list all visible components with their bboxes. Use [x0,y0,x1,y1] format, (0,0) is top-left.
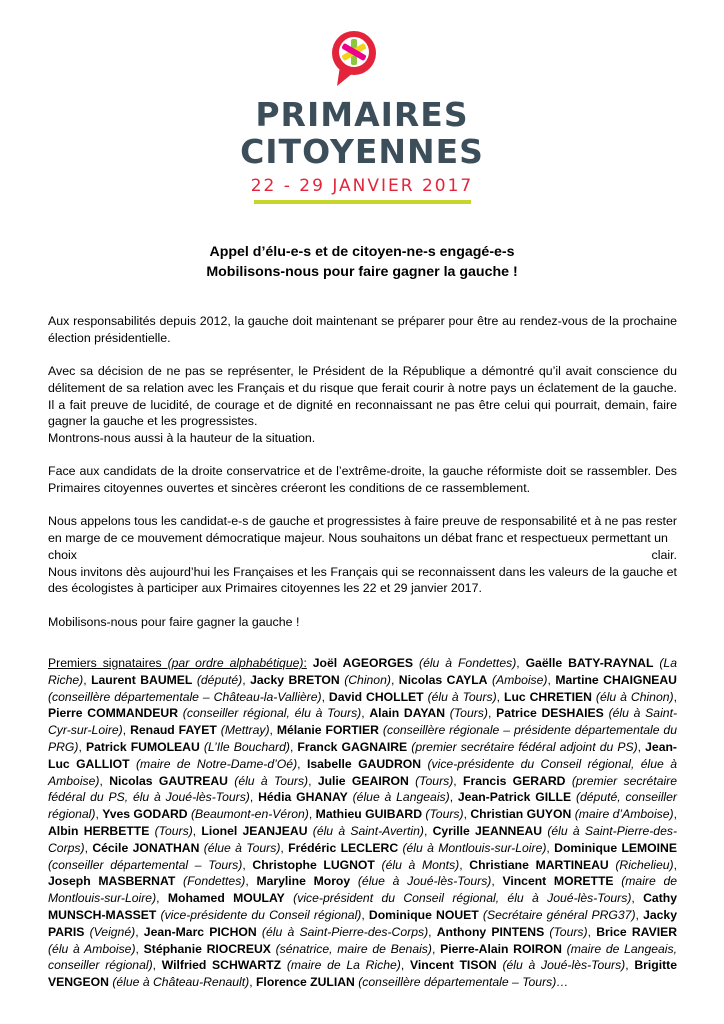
paragraph-1: Aux responsabilités depuis 2012, la gauche doit maintenant se préparer pour être au rendez-vous de la prochaine élection présidentielle. [48,314,677,345]
signatory-note: (sénatrice, maire de Benais) [275,941,432,956]
signatory-name: Luc CHRETIEN [504,689,592,704]
signatory-name: Jean-Luc GALLIOT [48,739,677,771]
signatory-item [250,673,391,687]
signatory-item [318,774,453,788]
signatory-item [399,673,548,687]
signatory-name: Vincent MORETTE [502,874,614,889]
signatory-note: (Secrétaire général PRG37) [482,907,636,922]
signatory-note: (élu à Fondettes) [419,656,517,670]
signatory-name: Frédéric LECLERC [288,840,399,855]
signatory-name: Gaëlle BATY-RAYNAL [525,656,654,670]
signatory-name: Martine CHAIGNEAU [555,672,677,687]
paragraph-5: Nous invitons dès aujourd’hui les Françaises et les Français qui se reconnaissent dans les valeurs de la gauche et des écologistes à participer aux Primaires citoyennes les 22 et 29 janvier 2017. [48,564,677,596]
signatory-note: (maire d’Amboise) [574,807,674,822]
logo-underline-bar [254,200,471,204]
signatory-item [470,807,673,821]
signatory-note: (conseillère départementale – Tours)… [358,975,569,990]
signatory-name: Pierre COMMANDEUR [48,706,179,721]
paragraph-4-last-line [48,547,677,564]
word-choix: choix [48,547,77,562]
signatory-note: (Beaumont-en-Véron) [191,807,309,822]
signatory-name: Vincent TISON [409,958,497,973]
signatory-name: Anthony PINTENS [436,924,545,939]
signatory-item [252,858,459,872]
signatory-item [144,942,432,956]
signatory-note: (Tours) [549,924,588,939]
signatory-item [102,807,309,821]
signatory-name: Wilfried SCHWARTZ [161,958,282,973]
paragraph-6: Mobilisons-nous pour faire gagner la gauche ! [48,614,300,629]
signatory-note: (élu à Tours) [234,773,309,788]
signatory-note: (élu à Saint-Pierre-des-Corps) [48,823,677,855]
signatory-note: (vice-présidente du Conseil régional) [160,907,362,922]
signatory-note: (vice-président du Conseil régional, élu à Joué-lès-Tours) [293,891,632,906]
signatory-name: Lionel JEANJEAU [201,823,308,838]
signatory-note: (Fondettes) [183,874,246,889]
signatory-name: Albin HERBETTE [48,823,150,838]
signatory-name: Mohamed MOULAY [167,891,285,906]
signatory-name: Julie GEAIRON [317,773,409,788]
signatory-note: (élu à Montlouis-sur-Loire) [402,840,547,855]
headline-line-2: Mobilisons-nous pour faire gagner la gauche ! [206,264,518,280]
signatory-item [437,925,588,939]
signatory-name: Hédia GHANAY [258,790,348,805]
signatory-name: Dominique NOUET [368,907,479,922]
signatory-note: (élu à Saint-Avertin) [312,823,424,838]
signatory-name: Christiane MARTINEAU [469,857,609,872]
signatory-name: Florence ZULIAN [255,975,355,990]
signatory-name: Nicolas GAUTREAU [109,773,228,788]
signatory-item [91,673,242,687]
signatory-name: Jean-Marc PICHON [143,924,257,939]
signatory-note: (conseillère départementale – Château-la-Vallière) [48,689,322,704]
signatory-name: Joël AGEORGES [312,656,414,670]
signatory-name: Brice RAVIER [596,924,678,939]
logo-title-primaires: PRIMAIRES [255,95,469,134]
signatory-item [130,723,269,737]
signatory-name: Isabelle GAUDRON [306,756,422,771]
signatory-name: Jacky BRETON [250,672,340,687]
signatory-note: (Tours) [154,823,193,838]
signatory-item [144,925,428,939]
signatory-note: (élu à Monts) [381,857,460,872]
signatory-item [313,656,516,670]
signatory-note: (député, conseiller régional) [48,790,677,822]
signatory-note: (Mettray) [220,723,270,738]
signatory-name: Christian GUYON [470,807,572,822]
paragraph-4: Nous appelons tous les candidat-e-s de gauche et progressistes à faire preuve de responsabilité et à ne pas rester en marge de ce mouvement démocratique majeur. Nous souhaitons un débat franc et respectueux permettant un [48,514,677,546]
signatory-note: (élu à Saint-Pierre-des-Corps) [261,924,429,939]
signatory-note: (Tours) [415,773,454,788]
signatory-item [410,958,625,972]
signatory-note: (maire de Montlouis-sur-Loire) [48,874,678,906]
signatory-note: (Richelieu) [615,857,674,872]
signatory-note: (élu à Saint-Cyr-sur-Loire) [48,706,678,738]
signatory-name: Patrick FUMOLEAU [85,739,200,754]
signatory-note: (élue à Langeais) [352,790,450,805]
word-clair: clair. [651,547,677,562]
signatory-note: (député) [196,672,243,687]
logo-date: 22 - 29 JANVIER 2017 [250,176,474,196]
signatory-name: David CHOLLET [328,689,424,704]
signatory-item [258,790,450,804]
signatory-note: (premier secrétaire fédéral du PS, élu à Joué-lès-Tours) [48,773,678,805]
signatory-name: Dominique LEMOINE [554,840,677,855]
speech-bubble-star-icon [331,30,377,88]
signatory-name: Cathy MUNSCH-MASSET [48,891,677,922]
signatory-item [48,824,193,838]
signatory-name: Franck GAGNAIRE [297,739,408,754]
signatory-note: (élu à Chinon) [595,689,674,704]
paragraph-2b: Montrons-nous aussi à la hauteur de la situation. [48,430,316,445]
signatory-note: (La Riche) [48,656,677,687]
signatory-name: Jean-Patrick GILLE [457,790,572,805]
signatory-name: Cyrille JEANNEAU [432,823,543,838]
signatory-name: Nicolas CAYLA [398,672,488,687]
signatory-name: Alain DAYAN [369,706,446,721]
signatory-item [162,958,401,972]
signatory-note: (maire de Langeais, conseiller régional) [48,941,677,973]
signatory-item [504,690,674,704]
paragraph-3: Face aux candidats de la droite conservatrice et de l’extrême-droite, la gauche réformiste doit se rassembler. Des Primaires citoyennes ouvertes et sincères créeront les conditions de ce rassemblement. [48,464,677,495]
signatories-heading: Premiers signataires (par ordre alphabétique): [48,656,307,670]
signatory-item [288,841,546,855]
signatory-name: Joseph MASBERNAT [48,874,176,889]
signatory-name: Francis GERARD [463,773,566,788]
signatory-note: (conseiller régional, élu à Tours) [182,706,362,721]
signatory-item [316,807,464,821]
signatory-name: Cécile JONATHAN [92,840,200,855]
signatory-note: (premier secrétaire fédéral adjoint du PS) [411,739,638,754]
signatory-note: (vice-présidente du Conseil régional, élue à Amboise) [48,756,677,788]
signatory-item [92,841,280,855]
signatory-note: (Amboise) [491,672,548,687]
signatory-name: Jacky PARIS [48,907,677,939]
signatory-item [329,690,497,704]
signatory-name: Stéphanie RIOCREUX [143,941,271,956]
signatory-note: (élu à Tours) [427,689,497,704]
signatory-name: Renaud FAYET [130,723,217,738]
signatory-item [168,891,631,905]
signatory-name: Laurent BAUMEL [91,672,193,687]
signatory-note: (maire de La Riche) [286,958,401,973]
signatory-item [297,740,637,754]
signatory-name: Maryline Moroy [256,874,351,889]
signatory-item [369,706,488,720]
signatory-item [256,975,569,989]
signatory-item [109,774,308,788]
signatory-note: (conseiller départemental – Tours) [48,857,243,872]
signatory-name: Brigitte VENGEON [48,958,677,990]
signatory-item [48,874,245,888]
signatory-note: (maire de Notre-Dame-d’Oé) [135,756,298,771]
signatory-item [469,858,673,872]
signatory-name: Yves GODARD [102,807,188,822]
signatory-note: (élu à Joué-lès-Tours) [502,958,626,973]
headline-line-1: Appel d’élu-e-s et de citoyen-ne-s engagé-e-s [209,244,515,260]
signatory-item [369,908,636,922]
signatory-item [86,740,290,754]
signatory-note: (L’Ile Bouchard) [203,739,290,754]
signatory-note: (Chinon) [344,672,391,687]
signatory-note: (Tours) [425,807,464,822]
paragraph-2: Avec sa décision de ne pas se représenter, le Président de la République a démontré qu’il avait conscience du délitement de sa relation avec les Français et du risque que ferait courir à notre pays un éclatement de la gauche. Il a fait preuve de lucidité, de courage et de dignité en reconnaissant ne pas être celui qui pourrait, demain, faire gagner la gauche et les progressistes. [48,364,677,429]
signatory-note: (élu à Amboise) [48,941,136,956]
signatory-item [48,706,361,720]
signatory-note: (élue à Tours) [203,840,281,855]
signatory-note: (conseillère régionale – présidente départementale du PRG) [48,723,677,754]
signatory-note: (Tours) [449,706,488,721]
logo-title-citoyennes: CITOYENNES [240,132,484,171]
signatory-name: Mathieu GUIBARD [315,807,422,822]
signatories-block [48,655,677,991]
signatory-note: (Veigné) [89,924,136,939]
signatories-list: Joël AGEORGES (élu à Fondettes), Gaëlle BATY-RAYNAL (La Riche), Laurent BAUMEL (député), Jacky BRETON (Chinon), Nicolas CAYLA (Amboise), Martine CHAIGNEAU (conseillère départementale – Château-la-Vallière), David CHOLLET (élu à Tours), Luc CHRETIEN (élu à Chinon), Pierre COMMANDEUR (conseiller régional, élu à Tours), Alain DAYAN (Tours), Patrice DESHAIES (élu à Saint-Cyr-sur-Loire), Renaud FAYET (Mettray), Mélanie FORTIER (conseillère régionale – présidente départementale du PRG), Patrick FUMOLEAU (L’Ile Bouchard), Franck GAGNAIRE (premier secrétaire fédéral adjoint du PS), Jean-Luc GALLIOT (maire de Notre-Dame-d’Oé), Isabelle GAUDRON (vice-présidente du Conseil régional, élue à Amboise), Nicolas GAUTREAU (élu à Tours), Julie GEAIRON (Tours), Francis GERARD (premier secrétaire fédéral du PS, élu à Joué-lès-Tours), Hédia GHANAY (élue à Langeais), Jean-Patrick GILLE (député, conseiller régional), Yves GODARD (Beaumont-en-Véron), Mathieu GUIBARD (Tours), Christian GUYON (maire d’Amboise), Albin HERBETTE (Tours), Lionel JEANJEAU (élu à Saint-Avertin), Cyrille JEANNEAU (élu à Saint-Pierre-des-Corps), Cécile JONATHAN (élue à Tours), Frédéric LECLERC (élu à Montlouis-sur-Loire), Dominique LEMOINE (conseiller départemental – Tours), Christophe LUGNOT (élu à Monts), Christiane MARTINEAU (Richelieu), Joseph MASBERNAT (Fondettes), Maryline Moroy (élue à Joué-lès-Tours), Vincent MORETTE (maire de Montlouis-sur-Loire), Mohamed MOULAY (vice-président du Conseil régional, élu à Joué-lès-Tours), Cathy MUNSCH-MASSET (vice-présidente du Conseil régional), Dominique NOUET (Secrétaire général PRG37), Jacky PARIS (Veigné), Jean-Marc PICHON (élu à Saint-Pierre-des-Corps), Anthony PINTENS (Tours), Brice RAVIER (élu à Amboise), Stéphanie RIOCREUX (sénatrice, maire de Benais), Pierre-Alain ROIRON (maire de Langeais, conseiller régional), Wilfried SCHWARTZ (maire de La Riche), Vincent TISON (élu à Joué-lès-Tours), Brigitte VENGEON (élue à Château-Renault), Florence ZULIAN (conseillère départementale – Tours)… [48,656,678,990]
signatory-name: Christophe LUGNOT [252,857,375,872]
signatory-item [256,874,491,888]
signatory-note: (élue à Château-Renault) [112,975,250,990]
signatory-name: Pierre-Alain ROIRON [440,941,562,956]
signatory-note: (élue à Joué-lès-Tours) [357,874,492,889]
signatory-name: Mélanie FORTIER [276,723,379,738]
signatory-item [201,824,424,838]
appeal-body [48,313,677,647]
signatory-name: Patrice DESHAIES [496,706,604,721]
